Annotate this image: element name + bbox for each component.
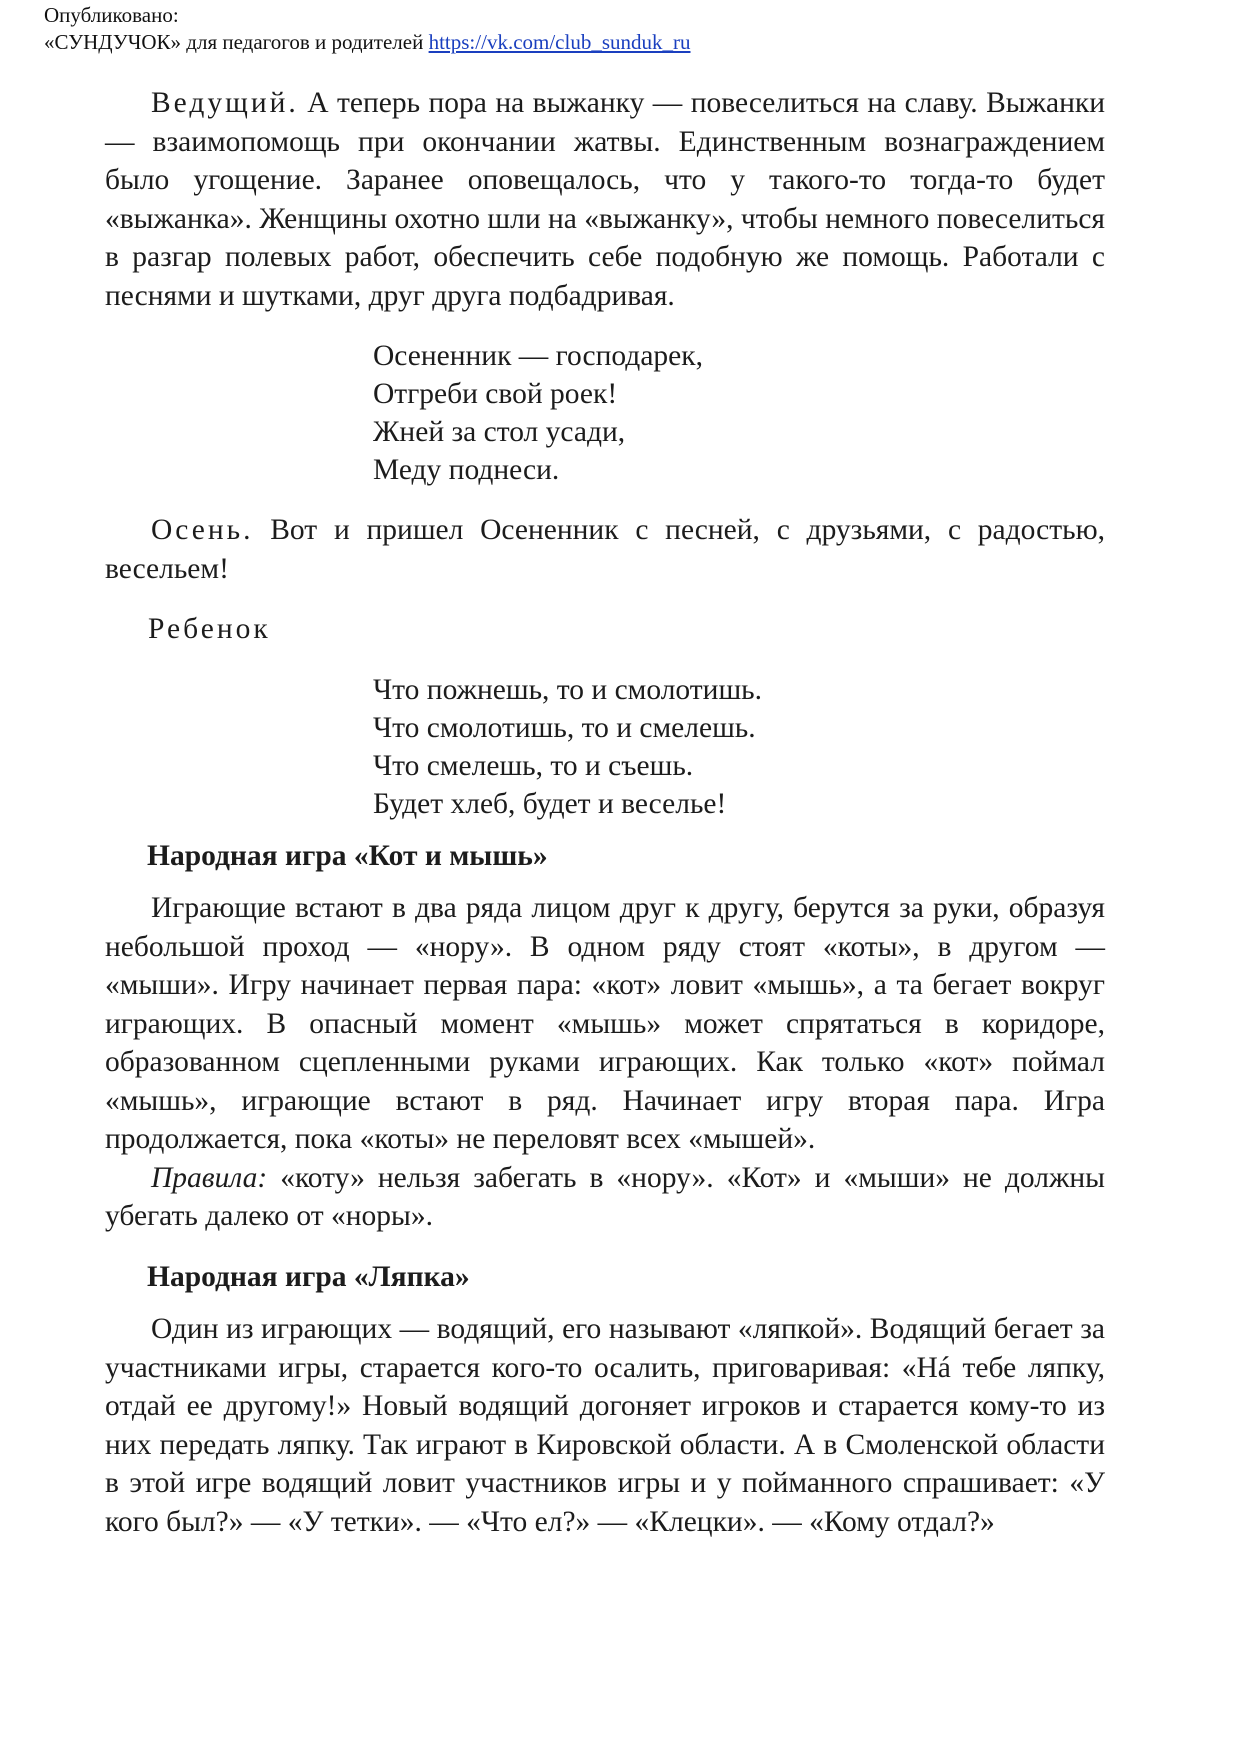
verse-line: Меду поднеси.	[373, 454, 560, 486]
verse-line: Будет хлеб, будет и веселье!	[373, 787, 727, 820]
paragraph-rules	[105, 1159, 1105, 1236]
verse-block	[373, 671, 1105, 823]
verse-line: Жней за стол усади,	[373, 416, 626, 448]
paragraph-text: Вот и пришел Осененник с песней, с друзьями, с радостью, весельем!	[105, 514, 1105, 585]
paragraph-game-lyapka: Один из играющих — водящий, его называют «ляпкой». Водящий бегает за участниками игры, старается кого-то осалить, приговаривая: «Нá тебе ляпку, отдай ее другому!» Новый водящий догоняет игроков и старается кому-то из них передать ляпку. Так играют в Кировской области. А в Смоленской области в этой игре водящий ловит участников игры и у пойманного спрашивает: «У кого был?» — «У тетки». — «Что ел?» — «Клецки». — «Кому отдал?»	[105, 1313, 1105, 1538]
paragraph-host	[105, 84, 1105, 315]
paragraph-autumn	[105, 511, 1105, 588]
publisher-link[interactable]: https://vk.com/club_sunduk_ru	[428, 30, 691, 54]
verse-line: Отгреби свой роек!	[373, 378, 618, 410]
verse-line: Осененник — господарек,	[373, 340, 703, 372]
verse-line: Что пожнешь, то и смолотишь.	[373, 673, 763, 706]
speaker-name: Осень.	[151, 514, 254, 546]
rules-text: «коту» нельзя забегать в «нору». «Кот» и «мыши» не должны убегать далеко от «норы».	[105, 1161, 1105, 1232]
speaker-child: Ребенок	[148, 613, 271, 645]
section-heading: Народная игра «Ляпка»	[147, 1260, 470, 1293]
publisher-line	[44, 29, 691, 56]
publication-header	[44, 2, 691, 56]
section-heading: Народная игра «Кот и мышь»	[147, 839, 548, 872]
document-body	[105, 84, 1105, 1541]
published-label: Опубликовано:	[44, 3, 179, 27]
paragraph-game-cat-mouse: Играющие встают в два ряда лицом друг к другу, берутся за руки, образуя небольшой проход — «нору». В одном ряду стоят «коты», в другом — «мыши». Игру начинает первая пара: «кот» ловит «мышь», а та бегает вокруг играющих. В опасный момент «мышь» может спрятаться в коридоре, образованном сцепленными руками играющих. Как только «кот» поймал «мышь», играющие встают в ряд. Начинает игру вторая пара. Игра продолжается, пока «коты» не переловят всех «мышей».	[105, 892, 1105, 1155]
publisher-text: «СУНДУЧОК» для педагогов и родителей	[44, 30, 424, 54]
rules-label: Правила:	[151, 1161, 268, 1194]
speaker-name: Ведущий.	[151, 87, 299, 119]
verse-block	[373, 337, 1105, 489]
verse-line: Что смолотишь, то и смелешь.	[373, 711, 756, 744]
verse-line: Что смелешь, то и съешь.	[373, 749, 694, 782]
paragraph-text: А теперь пора на выжанку — повеселиться на славу. Выжанки — взаимопомощь при окончании жатвы. Единственным вознаграждением было угощение. Заранее оповещалось, что у такого-то тогда-то будет «выжанка». Женщины охотно шли на «выжанку», чтобы немного повеселиться в разгар полевых работ, обеспечить себе подобную же помощь. Работали с песнями и шутками, друг друга подбадривая.	[105, 87, 1106, 312]
